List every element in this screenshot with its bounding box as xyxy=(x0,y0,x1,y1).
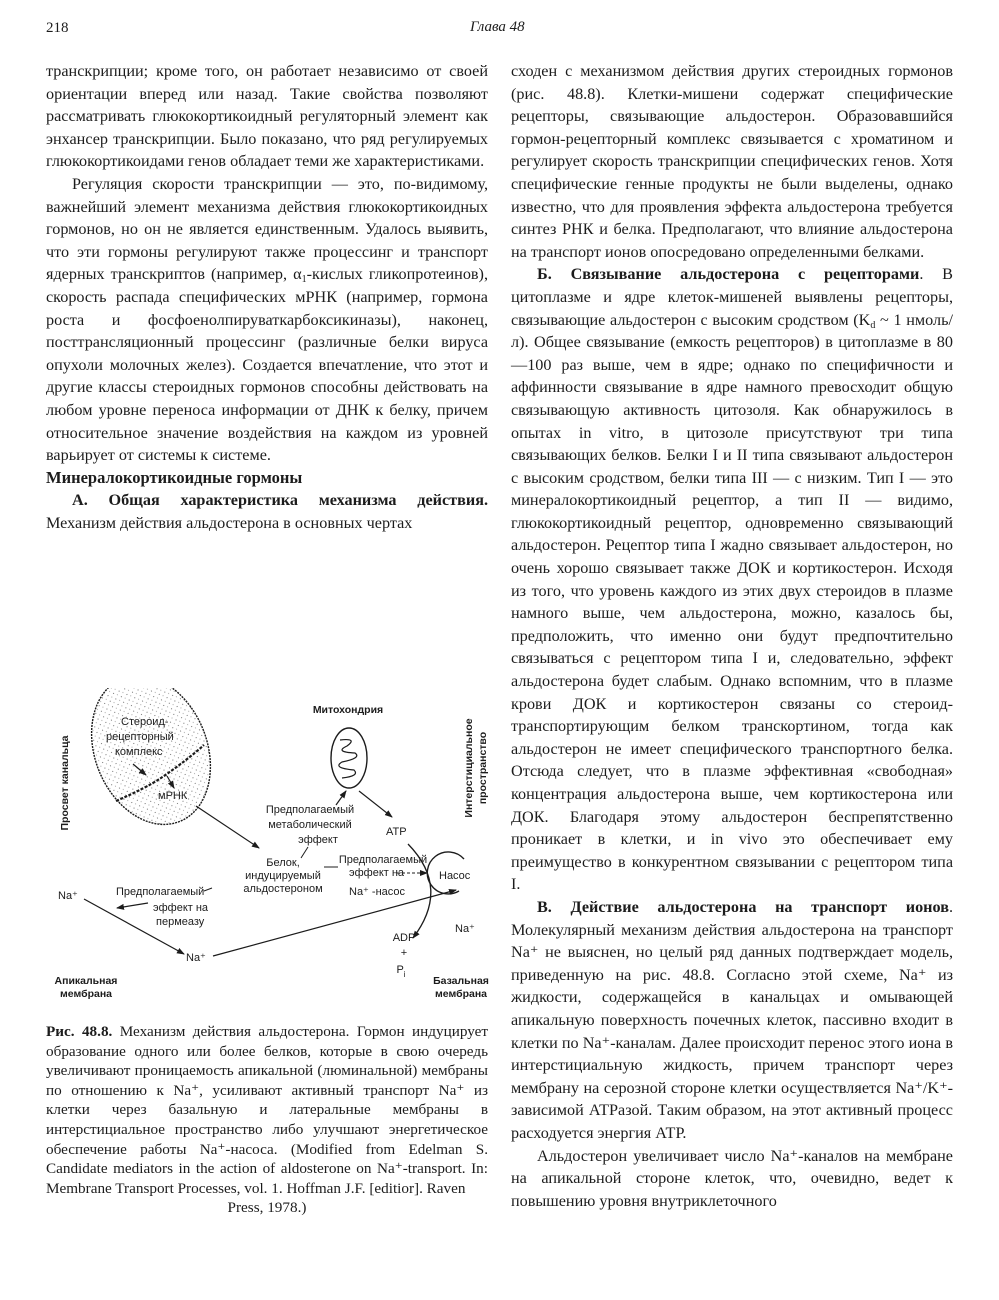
nucleus-shape xyxy=(70,688,232,842)
label-pi xyxy=(396,964,405,979)
paragraph xyxy=(46,173,488,467)
text-run: . В цитоплазме и ядре клеток-мишеней выявлены рецепторы, связывающие альдостерон с высоким сродством (K xyxy=(511,265,953,329)
pi-base: P xyxy=(396,964,404,976)
label-protein-3: альдостероном xyxy=(243,883,323,895)
label-na-interstitial: Na⁺ xyxy=(455,923,475,935)
label-steroid-receptor-2: рецепторный xyxy=(106,731,174,743)
label-pump-effect-3: Na⁺ -насос xyxy=(349,886,406,898)
subscript: d xyxy=(870,319,876,331)
arrow-mrna-to-protein xyxy=(196,806,259,848)
label-interstitial-2: пространство xyxy=(477,731,489,805)
figure-aldosterone-mechanism xyxy=(46,688,491,1010)
label-steroid-receptor-3: комплекс xyxy=(115,746,163,758)
subsection-title: В. Действие альдостерона на транспорт ионов xyxy=(537,897,949,916)
subsection-title: Б. Связывание альдостерона с рецепторами xyxy=(537,265,920,284)
caption-last-line: Press, 1978.) xyxy=(227,1199,307,1217)
mitochondria-icon xyxy=(331,728,367,788)
label-interstitial-1: Интерстициальное xyxy=(463,718,475,818)
paragraph xyxy=(511,896,953,1145)
label-metabolic-1: Предполагаемый xyxy=(265,804,355,816)
label-atp: ATP xyxy=(386,826,407,838)
arrow-metabolic-to-mitochondria xyxy=(336,791,346,805)
paragraph xyxy=(46,489,488,534)
right-column xyxy=(511,60,953,1212)
paragraph: сходен с механизмом действия других стероидных гормонов (рис. 48.8). Клетки-мишени содержат специфические рецепторы, связывающие альдостерон. Образовавшийся гормон-рецепторный комплекс связывается с хроматином и регулирует скорость транскрипции специфических генов. Хотя специфические генные продукты не были выделены, однако известно, что для проявления эффекта альдостерона требуется синтез РНК и белка. Предполагают, что влияние альдостерона на транспорт ионов опосредовано определенными белками. xyxy=(511,62,953,261)
label-metabolic-3: эффект xyxy=(298,834,338,846)
text-run: Механизм действия альдостерона в основных чертах xyxy=(46,513,413,532)
caption-text: Механизм действия альдостерона. Гормон индуцирует образование одного или более белков, которые в свою очередь увеличивают проницаемость апикальной (люминальной) мембраны по отношению к Na⁺, усиливают активный транспорт Na⁺ из клетки через базальную и латеральные мембраны в интерстициальное пространство либо улучшают энергетическое обеспечение работы Na⁺-насоса. (Modified from Edelman S. Candidate mediators in the action of aldosterone on Na⁺-transport. In: Membrane Transport Processes, vol. 1. Hoffman J.F. [editior]. Raven xyxy=(46,1023,488,1197)
label-apical-1: Апикальная xyxy=(54,975,118,987)
label-basal-1: Базальная xyxy=(433,975,489,987)
label-na-inside: Na⁺ xyxy=(186,952,206,964)
label-pump-effect-1: Предполагаемый xyxy=(338,854,428,866)
label-steroid-receptor-1: Стероид- xyxy=(121,716,169,728)
label-metabolic-2: метаболический xyxy=(268,819,352,831)
label-basal-2: мембрана xyxy=(434,988,488,1000)
label-protein-2: индуцируемый xyxy=(245,870,321,882)
connector-metabolic xyxy=(301,847,308,858)
label-protein-1: Белок, xyxy=(266,857,300,869)
left-column xyxy=(46,60,488,534)
text-run: Регуляция скорости транскрипции — это, по-видимому, важнейший элемент механизма действия глюкокортикоидных гормонов, но он не является единственным. Удалось выявить, что эти гормоны регулируют также процессинг и транспорт ядерных транскриптов (например, α xyxy=(46,174,488,284)
label-lumen: Просвет канальца xyxy=(59,735,71,831)
subscript: 1 xyxy=(301,274,307,286)
label-mitochondria: Митохондрия xyxy=(312,704,384,716)
label-permease-1: Предполагаемый xyxy=(116,886,205,898)
paragraph xyxy=(511,263,953,896)
label-na-outside: Na⁺ xyxy=(58,890,78,902)
label-permease-3: пермеазу xyxy=(156,916,205,928)
label-apical-2: мембрана xyxy=(59,988,113,1000)
label-permease-2: эффект на xyxy=(153,902,209,914)
arrow-mitochondria-to-atp xyxy=(359,791,392,817)
label-plus: + xyxy=(400,947,408,959)
paragraph: транскрипции; кроме того, он работает независимо от своей ориентации вперед или назад. Такие свойства позволяют рассматривать глюкокортикоидный регуляторный элемент как энхансер транскрипции. Было показано, что ряд регулируемых глюкокортикоидами генов обладает теми же характеристиками. xyxy=(46,62,488,171)
arrow-na-to-pump xyxy=(213,890,456,956)
figure-caption xyxy=(46,1022,488,1218)
label-adp: ADP xyxy=(392,932,416,944)
label-pump: Насос xyxy=(439,870,471,882)
paragraph: Альдостерон увеличивает число Na⁺-каналов на мембране на апикальной стороне клеток, что, очевидно, ведет к повышению уровня внутриклеточного xyxy=(511,1146,953,1210)
subsection-title: А. Общая характеристика механизма действия. xyxy=(72,491,488,510)
text-run: -кислых гликопротеинов), скорость распада специфических мРНК (например, гормона роста и фосфоенолпируваткарбоксикиназы), наконец, посттрансляционный процессинг (различные белки вируса опухоли молочных желез). Создается впечатление, что этот и другие классы стероидных гормонов способны действовать на любом уровне переноса информации от ДНК к белку, причем относительное значение воздействия на каждом из уровней варьирует от системы к системе. xyxy=(46,265,488,465)
label-mrna: мРНК xyxy=(158,790,188,802)
connector-permease xyxy=(204,888,212,891)
caption-label: Рис. 48.8. xyxy=(46,1023,113,1040)
label-pump-effect-2: эффект на xyxy=(349,867,405,879)
text-run: . Молекулярный механизм действия альдостерона на транспорт Na⁺ не выяснен, но целый ряд данных подтверждает модель, приведенную на рис. 48.8. Согласно этой схеме, Na⁺ из жидкости, содержащейся в канальцах и омывающей апикальную поверхность почечных клеток, пассивно входит в клетки по Na⁺-каналам. Далее происходит перенос этого иона в интерстициальную жидкость, причем транспорт через мембрану на серозной стороне клетки осуществляется Na⁺/K⁺-зависимой АТРазой. Таким образом, на этот активный процесс расходуется энергия АТР. xyxy=(511,897,953,1142)
pi-subscript: i xyxy=(403,970,406,979)
running-head: Глава 48 xyxy=(470,19,525,35)
page-number: 218 xyxy=(46,20,69,36)
text-run: ~ 1 нмоль/л). Общее связывание (емкость рецепторов) в цитоплазме в 80—100 раз выше, чем в ядре; однако по специфичности и аффинности связывание в ядре намного превосходит общую связывающую активность цитозоля. Как обнаружилось в опытах in vitro, в цитозоле присутствуют три типа связывающих белков. Белки I и II типа связывают альдостерон с высоким сродством, белки типа III — с низким. Тип I — это минералокортикоидный рецептор, а тип II — видимо, глюкокортикоидный рецептор, одновременно связывающий альдостерон. Рецептор типа I жадно связывает альдостерон, но очень хорошо связывает также ДОК и кортикостерон. Исходя из того, что уровень каждого из этих двух стероидов в плазме намного выше, чем альдостерона, можно, казалось бы, предположить, что именно они будут предпочтительно связываться с рецептором типа I и, следовательно, эффект альдостерона будет слабым. Однако вспомним, что в плазме крови ДОК и кортикостерон связаны со стероид-транспортирующим белком транскортином, тогда как альдостерон не имеет специфического транспортного белка. Отсюда следует, что в плазме эффективная «свободная» концентрация альдостерона выше, чем кортикостерона или ДОК. Благодаря этому альдостерон беспрепятственно проникает в клетки, и in vivo это обеспечивает ему преимущество в конкурентном связывании с рецептором типа I. xyxy=(511,310,953,894)
section-title: Минералокортикоидные гормоны xyxy=(46,467,303,487)
arrow-permease xyxy=(117,903,148,908)
